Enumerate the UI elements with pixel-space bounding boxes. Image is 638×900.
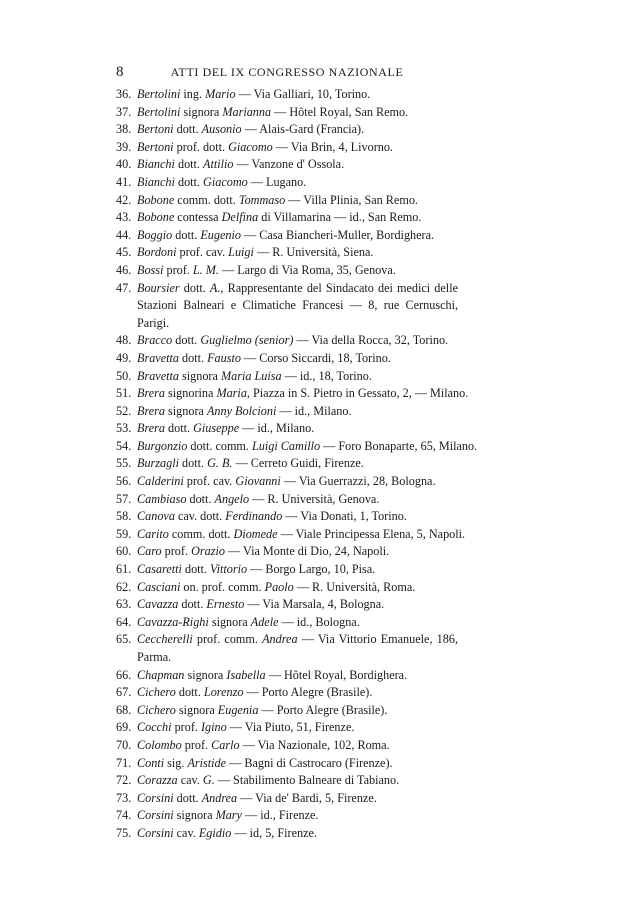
entry-text: dott.	[175, 685, 204, 700]
entry-name-italic: Igino	[200, 720, 227, 735]
entry-text: dott.	[174, 174, 204, 189]
entry-number: 72.	[116, 773, 132, 788]
entry-text: — R. Università, Siena.	[253, 245, 374, 260]
entry-text: — Casa Biancheri-Muller, Bordighera.	[240, 227, 435, 242]
entry-name-italic: Bravetta	[137, 350, 179, 365]
entry-text: prof. cav.	[176, 245, 229, 260]
entry-name-italic: Guglielmo (senior)	[200, 333, 294, 348]
list-item	[116, 825, 458, 843]
page-header	[116, 64, 458, 84]
entry-name-italic: Boggio	[137, 227, 173, 242]
entry-text: — Via Donati, 1, Torino.	[282, 509, 407, 524]
entry-text: — R. Università, Genova.	[249, 491, 380, 506]
entry-text: prof. dott.	[173, 139, 229, 154]
entry-text: signorina	[164, 386, 217, 401]
entry-name-italic: Carlo	[211, 737, 240, 752]
entry-number: 69.	[116, 720, 132, 735]
entry-name-italic: Brera	[137, 421, 165, 436]
entry-text: ing.	[180, 87, 206, 101]
entry-text: dott.	[173, 790, 202, 805]
entry-name-italic: Marianna	[222, 104, 272, 119]
entry-name-italic: Boursier	[137, 280, 180, 295]
entry-text: dott.	[172, 333, 201, 348]
list-item	[116, 667, 458, 685]
entry-text: — Largo di Via Roma, 35, Genova.	[218, 262, 396, 277]
entry-text: — Via Nazionale, 102, Roma.	[239, 737, 390, 752]
entry-text: — Stabilimento Balneare di Tabiano.	[214, 773, 400, 788]
member-list	[116, 86, 478, 843]
entry-number: 43.	[116, 210, 132, 225]
entry-text: prof. cav.	[183, 474, 236, 489]
list-item	[116, 684, 458, 702]
entry-text: dott.	[172, 227, 201, 242]
entry-text: — Corso Siccardi, 18, Torino.	[240, 350, 391, 365]
entry-text: dott.	[181, 562, 211, 577]
entry-name-italic: Giovanni	[235, 474, 281, 489]
entry-number: 71.	[116, 755, 132, 770]
entry-number: 67.	[116, 685, 132, 700]
entry-number: 70.	[116, 737, 132, 752]
entry-name-italic: Carito	[137, 526, 169, 541]
entry-number: 65.	[116, 632, 132, 647]
entry-name-italic: Corsini	[137, 790, 174, 805]
entry-number: 58.	[116, 509, 132, 524]
entry-name-italic: Cichero	[137, 685, 176, 700]
entry-number: 74.	[116, 808, 132, 823]
entry-number: 45.	[116, 245, 132, 260]
entry-number: 41.	[116, 174, 132, 189]
entry-text: comm. dott.	[168, 526, 234, 541]
entry-name-italic: Casaretti	[137, 562, 182, 577]
entry-text: — Via Vittorio Emanuele, 186, Parma.	[137, 632, 458, 664]
entry-text: dott.	[178, 456, 208, 471]
list-item	[116, 543, 458, 561]
entry-text: — Porto Alegre (Brasile).	[258, 702, 388, 717]
entry-text: — Foro Bonaparte, 65, Milano.	[320, 438, 478, 453]
entry-text: prof.	[161, 544, 192, 559]
list-item	[116, 332, 458, 350]
entry-number: 36.	[116, 87, 132, 101]
list-item	[116, 280, 458, 333]
list-item	[116, 755, 458, 773]
entry-name-italic: Tommaso	[238, 192, 286, 207]
entry-text: — Via de' Bardi, 5, Firenze.	[237, 790, 377, 805]
list-item	[116, 579, 458, 597]
entry-number: 52.	[116, 403, 132, 418]
entry-text: — Cerreto Guidi, Firenze.	[232, 456, 364, 471]
entry-name-italic: Cavazza-Righi	[137, 614, 209, 629]
list-item	[116, 631, 458, 666]
entry-text: — Vanzone d' Ossola.	[233, 157, 345, 172]
entry-name-italic: Adele	[250, 614, 279, 629]
entry-number: 46.	[116, 262, 132, 277]
entry-name-italic: Conti	[137, 755, 165, 770]
entry-text: dott.	[178, 597, 207, 612]
entry-text: — id., Bologna.	[278, 614, 360, 629]
list-item	[116, 86, 458, 104]
list-item	[116, 192, 458, 210]
entry-name-italic: Bordoni	[137, 245, 177, 260]
entry-name-italic: G.	[202, 773, 215, 788]
entry-name-italic: Cambiaso	[137, 491, 187, 506]
list-item	[116, 262, 458, 280]
list-item	[116, 438, 478, 456]
entry-text: cav.	[177, 773, 203, 788]
list-item	[116, 104, 458, 122]
entry-number: 37.	[116, 104, 132, 119]
entry-text: signora	[208, 614, 251, 629]
entry-name-italic: Cavazza	[137, 597, 179, 612]
entry-name-italic: Angelo	[214, 491, 250, 506]
entry-name-italic: Giuseppe	[193, 421, 240, 436]
list-item	[116, 526, 466, 544]
list-item	[116, 596, 458, 614]
entry-text: — Viale Principessa Elena, 5, Napoli.	[277, 526, 466, 541]
entry-name-italic: G. B.	[207, 456, 233, 471]
entry-text: — Villa Plinia, San Remo.	[285, 192, 418, 207]
entry-name-italic: Caro	[137, 544, 162, 559]
list-item	[116, 209, 458, 227]
entry-text: — Via della Rocca, 32, Torino.	[293, 333, 449, 348]
entry-name-italic: Ferdinando	[225, 509, 283, 524]
entry-number: 38.	[116, 122, 132, 137]
entry-text: prof.	[163, 262, 193, 277]
entry-text: di Villamarina — id., San Remo.	[258, 210, 422, 225]
list-item	[116, 350, 458, 368]
entry-name-italic: Mario	[205, 87, 236, 101]
entry-text: dott.	[186, 491, 215, 506]
entry-text: signora	[173, 808, 216, 823]
entry-name-italic: Ceccherelli	[137, 632, 193, 647]
entry-text: — Bagni di Castrocaro (Firenze).	[226, 755, 393, 770]
entry-number: 73.	[116, 790, 132, 805]
list-item	[116, 244, 458, 262]
list-item	[116, 139, 458, 157]
entry-name-italic: Mary	[215, 808, 242, 823]
entry-text: — id, 5, Firenze.	[231, 825, 317, 840]
entry-text: — Borgo Largo, 10, Pisa.	[247, 562, 376, 577]
entry-name-italic: Delfina	[221, 210, 259, 225]
entry-name-italic: Fausto	[207, 350, 241, 365]
entry-text: — Via Monte di Dio, 24, Napoli.	[224, 544, 390, 559]
entry-name-italic: Eugenia	[217, 702, 259, 717]
entry-name-italic: Cocchi	[137, 720, 172, 735]
list-item	[116, 420, 458, 438]
entry-name-italic: Giacomo	[203, 174, 248, 189]
entry-name-italic: Bertolini	[137, 104, 181, 119]
list-item	[116, 737, 458, 755]
entry-name-italic: Burzagli	[137, 456, 179, 471]
entry-name-italic: Vittorio	[210, 562, 248, 577]
entry-number: 61.	[116, 562, 132, 577]
entry-text: dott.	[174, 157, 204, 172]
entry-name-italic: Maria	[216, 386, 247, 401]
entry-text: on. prof. comm.	[180, 579, 265, 594]
entry-text: contessa	[174, 210, 222, 225]
entry-name-italic: Corsini	[137, 808, 174, 823]
entry-number: 56.	[116, 474, 132, 489]
entry-number: 59.	[116, 526, 132, 541]
entry-text: signora	[180, 104, 223, 119]
entry-name-italic: Bianchi	[137, 174, 175, 189]
list-item	[116, 790, 458, 808]
entry-number: 68.	[116, 702, 132, 717]
entry-name-italic: Luigi	[228, 245, 254, 260]
entry-name-italic: Isabella	[226, 667, 266, 682]
entry-name-italic: Ernesto	[206, 597, 245, 612]
entry-number: 64.	[116, 614, 132, 629]
entry-text: — Porto Alegre (Brasile).	[243, 685, 373, 700]
entry-name-italic: Casciani	[137, 579, 181, 594]
entry-text: — Hôtel Royal, San Remo.	[271, 104, 409, 119]
entry-name-italic: Cichero	[137, 702, 176, 717]
entry-number: 62.	[116, 579, 132, 594]
entry-number: 50.	[116, 368, 132, 383]
list-item	[116, 491, 458, 509]
list-item	[116, 614, 458, 632]
entry-name-italic: Brera	[137, 386, 165, 401]
entry-name-italic: Paolo	[264, 579, 294, 594]
list-item	[116, 385, 469, 403]
entry-number: 39.	[116, 139, 132, 154]
entry-number: 48.	[116, 333, 132, 348]
entry-name-italic: Maria Luisa	[220, 368, 282, 383]
entry-name-italic: Corazza	[137, 773, 178, 788]
entry-text: — Via Marsala, 4, Bologna.	[244, 597, 385, 612]
entry-number: 53.	[116, 421, 132, 436]
entry-text: prof.	[171, 720, 201, 735]
page-number: 8	[116, 64, 124, 80]
running-title: ATTI DEL IX CONGRESSO NAZIONALE	[170, 65, 404, 79]
entry-name-italic: Colombo	[137, 737, 182, 752]
entry-text: — Hôtel Royal, Bordighera.	[265, 667, 408, 682]
entry-number: 51.	[116, 386, 132, 401]
list-item	[116, 561, 458, 579]
entry-number: 40.	[116, 157, 132, 172]
entry-text: sig.	[164, 755, 188, 770]
entry-name-italic: Bertoni	[137, 122, 174, 137]
entry-number: 57.	[116, 491, 132, 506]
entry-text: signora	[164, 403, 207, 418]
entry-text: — id., 18, Torino.	[281, 368, 372, 383]
entry-name-italic: Bertoni	[137, 139, 174, 154]
list-item	[116, 455, 458, 473]
entry-text: signora	[175, 702, 218, 717]
entry-text: dott.	[164, 421, 194, 436]
entry-text: — Via Galliari, 10, Torino.	[235, 87, 371, 101]
entry-text: comm. dott.	[174, 192, 239, 207]
list-item	[116, 227, 458, 245]
entry-name-italic: Anny Bolcioni	[206, 403, 277, 418]
list-item	[116, 121, 458, 139]
list-item	[116, 702, 458, 720]
entry-text: dott. comm.	[187, 438, 253, 453]
entry-text: — Via Guerrazzi, 28, Bologna.	[280, 474, 436, 489]
entry-text: — Via Brin, 4, Livorno.	[272, 139, 393, 154]
entry-name-italic: Chapman	[137, 667, 185, 682]
entry-text: — Lugano.	[247, 174, 307, 189]
list-item	[116, 772, 458, 790]
entry-name-italic: Bobone	[137, 210, 175, 225]
entry-number: 49.	[116, 350, 132, 365]
entry-name-italic: L. M.	[192, 262, 219, 277]
list-item	[116, 473, 458, 491]
list-item	[116, 368, 458, 386]
entry-name-italic: Attilio	[203, 157, 234, 172]
entry-name-italic: Bossi	[137, 262, 164, 277]
entry-text: signora	[178, 368, 221, 383]
entry-text: prof.	[181, 737, 212, 752]
entry-text: dott.	[178, 350, 208, 365]
entry-name-italic: Bianchi	[137, 157, 175, 172]
list-item	[116, 508, 458, 526]
entry-name-italic: Andrea	[262, 632, 298, 647]
entry-name-italic: Burgonzio	[137, 438, 188, 453]
entry-text: — id., Firenze.	[241, 808, 319, 823]
entry-name-italic: Ausonio	[201, 122, 242, 137]
entry-number: 66.	[116, 667, 132, 682]
entry-text: prof. comm.	[192, 632, 263, 647]
list-item	[116, 807, 458, 825]
entry-name-italic: Orazio	[191, 544, 225, 559]
entry-name-italic: Corsini	[137, 825, 174, 840]
entry-name-italic: A.	[209, 280, 221, 295]
entry-text: cav. dott.	[174, 509, 226, 524]
entry-text: — Alais-Gard (Francia).	[241, 122, 365, 137]
entry-text: signora	[184, 667, 227, 682]
list-item	[116, 174, 458, 192]
list-item	[116, 403, 458, 421]
entry-name-italic: Bravetta	[137, 368, 179, 383]
entry-text: cav.	[173, 825, 199, 840]
entry-number: 60.	[116, 544, 132, 559]
entry-number: 54.	[116, 438, 132, 453]
entry-text: , Rappresentante del Sindacato dei medici delle Stazioni Balneari e Climatiche Francesi — 8, rue Cernuschi, Parigi.	[137, 280, 458, 330]
entry-name-italic: Bertolini	[137, 87, 181, 101]
entry-number: 63.	[116, 597, 132, 612]
entry-name-italic: Calderini	[137, 474, 184, 489]
entry-text: — R. Università, Roma.	[293, 579, 416, 594]
entry-name-italic: Bracco	[137, 333, 173, 348]
entry-name-italic: Diomede	[233, 526, 278, 541]
entry-text: — id., Milano.	[239, 421, 315, 436]
entry-name-italic: Aristide	[187, 755, 227, 770]
list-item	[116, 719, 458, 737]
entry-text: — Via Piuto, 51, Firenze.	[226, 720, 355, 735]
entry-text: dott.	[179, 280, 210, 295]
entry-text: — id., Milano.	[276, 403, 352, 418]
entry-text: , Piazza in S. Pietro in Gessato, 2, — Milano.	[246, 386, 469, 401]
entry-number: 55.	[116, 456, 132, 471]
entry-name-italic: Giacomo	[228, 139, 273, 154]
entry-name-italic: Eugenio	[200, 227, 241, 242]
entry-number: 47.	[116, 280, 132, 295]
entry-number: 44.	[116, 227, 132, 242]
entry-name-italic: Canova	[137, 509, 175, 524]
entry-name-italic: Brera	[137, 403, 165, 418]
entry-name-italic: Lorenzo	[203, 685, 244, 700]
entry-number: 75.	[116, 825, 132, 840]
entry-text: dott.	[173, 122, 202, 137]
entry-name-italic: Bobone	[137, 192, 175, 207]
entry-name-italic: Luigi Camillo	[252, 438, 321, 453]
list-item	[116, 156, 458, 174]
entry-name-italic: Andrea	[201, 790, 238, 805]
entry-number: 42.	[116, 192, 132, 207]
entry-name-italic: Egidio	[198, 825, 232, 840]
